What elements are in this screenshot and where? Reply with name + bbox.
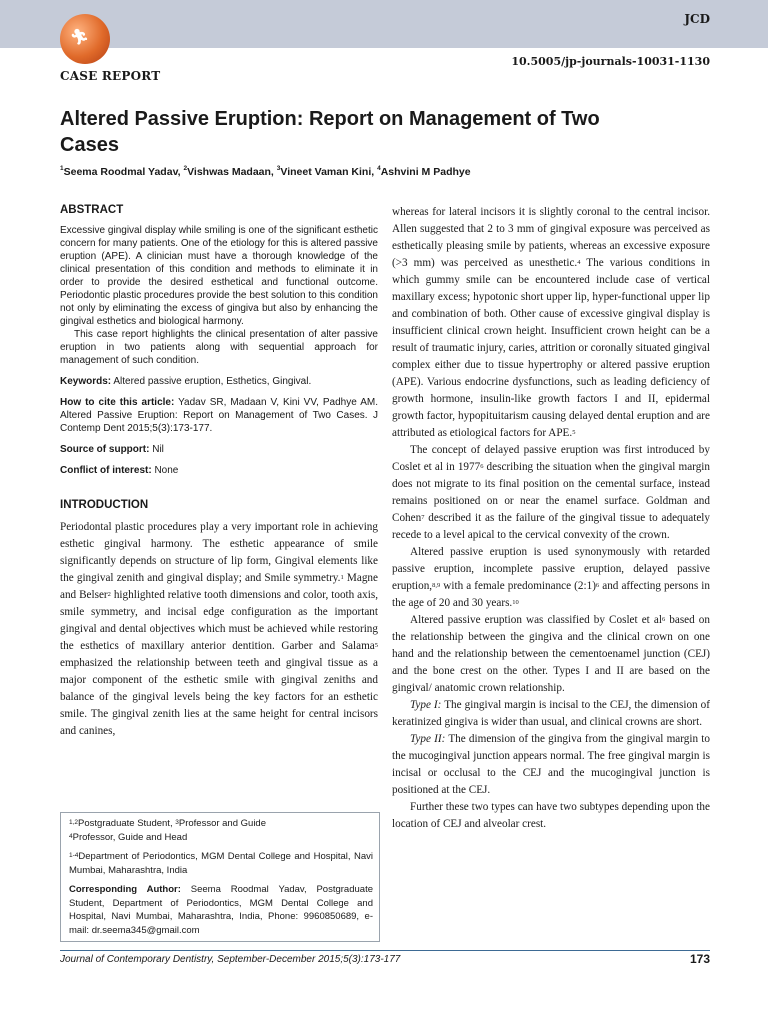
right-column [392,204,710,833]
text-run: and affecting persons in the age of 20 and 30 years. [392,580,710,609]
footer-citation: Journal of Contemporary Dentistry, September-December 2015;5(3):173-177 [60,954,401,965]
jcd-logo-icon [60,14,110,64]
affiliation-line [69,817,373,844]
reference-sup: 1 [340,574,344,581]
author-list [60,166,471,178]
type-two-label: Type II: [410,733,446,745]
affil-sup: 3 [175,819,179,826]
type-two-paragraph [392,731,710,799]
reference-sup: 5 [572,429,576,436]
body-paragraph: Further these two types can have two subtypes depending upon the location of CEJ and alveolar crest. [392,801,710,830]
text-run: described it as the failure of the gingival tissue to adequately recede to a level apical to the cervical convexity of the crown. [392,512,710,541]
text-run: Periodontal plastic procedures play a very important role in achieving esthetic gingival harmony. The esthetic appearance of smile significantly depends on structure of lip form, Gingival elements like the gingival zenith and gingival display; and Smile symmetry. [60,521,378,584]
type-one-paragraph [392,697,710,731]
header-band [0,0,768,48]
abstract-paragraph: This case report highlights the clinical presentation of alter passive eruption in two patients along with sequential approach for management of such condition. [60,329,378,366]
text-run: with a female predominance (2:1) [440,580,596,592]
intro-paragraph [60,519,378,740]
reference-sup: 6 [480,463,484,470]
conflict-label: Conflict of interest: [60,465,152,476]
author-name: Ashvini M Padhye [380,166,471,178]
keywords [60,375,378,388]
figure-icon: 🏃︎ [70,28,90,46]
page-number: 173 [689,952,710,966]
footer-rule [60,950,710,951]
author-name: Seema Roodmal Yadav, [63,166,184,178]
text-run: describing the situation when the gingival margin does not migrate to its final position on the cemental surface, instead remains positioned on or near the enamel surface. Goldman and Cohen [392,461,710,524]
text-run: The dimension of the gingiva from the gingival margin to the mucogingival junction appears normal. The free gingival margin is incisal or occlusal to the CEJ and the mucogingival junction is positioned at the CEJ. [392,733,711,796]
text-run: Magne and Belser [60,572,378,601]
reference-sup: 2 [107,591,111,598]
text-run: Department of Periodontics, MGM Dental College and Hospital, Navi Mumbai, Maharashtra, India [69,851,373,876]
section-label: CASE REPORT [60,69,161,83]
author-sup: 4 [377,165,381,172]
text-run: Altered passive eruption was classified by Coslet et al [410,614,662,626]
body-paragraph [392,442,710,544]
keywords-text: Altered passive eruption, Esthetics, Gingival. [111,376,312,387]
affil-sup: 4 [69,832,73,840]
support-label: Source of support: [60,444,150,455]
corresponding-author [69,883,373,937]
author-name: Vishwas Madaan, [187,166,277,178]
citation-label: How to cite this article: [60,397,175,408]
reference-sup: 6 [661,616,666,623]
left-column [60,204,378,740]
citation [60,396,378,435]
keywords-label: Keywords: [60,376,112,387]
text-run: The concept of delayed passive eruption was first introduced by Coslet et al in 1977 [392,444,710,473]
introduction-heading: INTRODUCTION [60,499,149,511]
corresponding-label: Corresponding Author: [69,884,181,895]
reference-sup: 6 [595,582,600,589]
source-of-support [60,443,378,456]
author-name: Vineet Vaman Kini, [280,166,378,178]
abstract-paragraph: Excessive gingival display while smiling is one of the significant esthetic concern for many patients. One of the etiology for this is altered passive eruption (APE). A clinician must have a thorough knowledge of the clinical presentation of this condition and methods to eliminate it in order to provide the desired esthetical and functional outcome. Periodontic plastic procedures provide the best solution to this condition not only by eliminating the excess of gingiva but also by enhancing the gingival esthetics and biological harmony. [60,225,378,327]
reference-sup: 8,9 [432,582,441,589]
conflict-text: None [151,465,179,476]
journal-abbrev: JCD [684,12,710,26]
text-run: The various conditions in which gummy smile can be encountered include case of vertical maxillary excess; hypotonic short upper lip, hyper-functional upper lip and combination of both. Other cause of excessive gingival display is insufficient clinical crown height. Insufficient crown height can be a result of traumatic injury, caries, attrition or coronally situated gingival complex either due to tissue hypertrophy or altered passive eruption (APE). Various endocrine dysfunctions, such as leading deficiency of growth hormone, insulin-like growth factors I and II, epidermal growth factor, hypopituitarism causing delayed dental eruption and are attributed as etiological factors for APE. [392,257,710,439]
support-text: Nil [149,444,164,455]
type-one-label: Type I: [410,699,442,711]
text-run: Professor, Guide and Head [72,831,188,843]
abstract-heading: ABSTRACT [60,204,124,216]
text-run: emphasized the relationship between teeth and gingival tissue as a major component of the esthetic smile with gingival zeniths and balance of the gingival levels being the key factors for an esthetic smile. The gingival zenith lies at the same height for central incisors and canines, [60,657,378,737]
affil-sup: 1-4 [69,852,79,859]
article-title: Altered Passive Eruption: Report on Management of Two Cases [60,108,600,156]
body-paragraph [392,612,710,697]
text-run: The gingival margin is incisal to the CEJ, the dimension of keratinized gingiva is wider than usual, and clinical crowns are short. [392,699,710,728]
text-run: based on the relationship between the gingiva and the clinical crown on one hand and the relationship between the cementoenamel junction (CEJ) and the bone crest on the other. Types I and II are based on the gingival/ anatomic crown relationship. [392,614,710,694]
citation-text: Yadav SR, Madaan V, Kini VV, Padhye AM. Altered Passive Eruption: Report on Management of Two Cases. J Contemp Dent 2015;5(3):173-177. [60,397,379,434]
reference-sup: 10 [512,599,519,606]
conflict-of-interest [60,464,378,477]
reference-sup: 5 [374,642,378,649]
department-line [69,850,373,877]
reference-sup: 7 [421,514,425,521]
author-sup: 3 [276,165,281,172]
author-sup: 2 [183,165,188,172]
text-run: Postgraduate Student, [78,818,176,829]
body-paragraph [392,204,710,442]
body-paragraph [392,544,710,612]
doi: 10.5005/jp-journals-10031-1130 [511,55,710,68]
affil-sup: 1,2 [69,819,79,826]
reference-sup: 4 [577,259,581,266]
text-run: whereas for lateral incisors it is slightly coronal to the central incisor. Allen suggested that 2 to 3 mm of gingival exposure was perceived as esthetically pleasing smile by patients, whereas an excessive exposure (>3 mm) was perceived as unesthetic. [392,206,710,269]
text-run: highlighted relative tooth dimensions and color, tooth axis, smile symmetry, and incisal edge configuration as the important gingival and dental objectives which must be achieved while restoring the esthetics of maxillary anterior dentition. Garber and Salama [60,589,378,652]
text-run: Altered passive eruption is used synonymously with retarded passive eruption, incomplete passive eruption, delayed passive eruption, [392,546,710,592]
affiliation-box [60,812,380,942]
text-run: Professor and Guide [178,818,266,829]
text-run: Seema Roodmal Yadav, Postgraduate Student, Department of Periodontics, MGM Dental College and Hospital, Navi Mumbai, Maharashtra, India, Phone: 9960850689, e-mail: dr.seema345@gmail.com [69,884,373,936]
author-sup: 1 [60,165,64,172]
